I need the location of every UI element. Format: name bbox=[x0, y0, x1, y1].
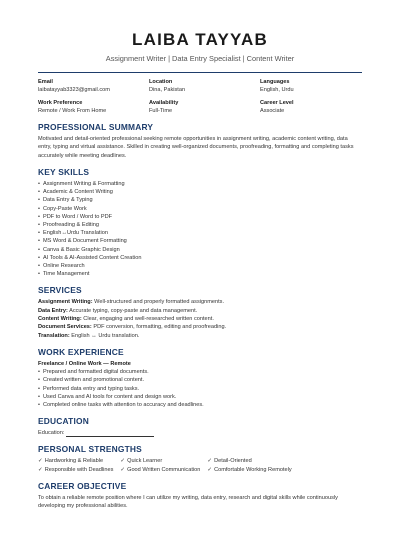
section-title: PERSONAL STRENGTHS bbox=[38, 444, 142, 455]
strengths-grid bbox=[38, 457, 362, 474]
info-value: laibatayyab3323@gmail.com bbox=[38, 87, 110, 93]
experience-item: • Performed data entry and typing tasks. bbox=[38, 385, 362, 393]
experience-item: • Used Canva and AI tools for content and design work. bbox=[38, 393, 362, 401]
info-label: Work Preference bbox=[38, 100, 83, 106]
info-availability bbox=[149, 100, 260, 115]
info-label: Location bbox=[149, 79, 173, 85]
info-location bbox=[149, 79, 260, 94]
strength-item: ✓ Quick Learner bbox=[120, 457, 200, 465]
skill-item: • Assignment Writing & Formatting bbox=[38, 180, 362, 188]
skill-item: • Online Research bbox=[38, 262, 362, 270]
candidate-name: LAIBA TAYYAB bbox=[132, 30, 268, 49]
experience-item: • Created written and promotional content. bbox=[38, 376, 362, 384]
strength-item: ✓ Hardworking & Reliable bbox=[38, 457, 113, 465]
info-value: English, Urdu bbox=[260, 87, 294, 93]
info-label: Career Level bbox=[260, 100, 294, 106]
service-item bbox=[38, 323, 362, 331]
section-title: PROFESSIONAL SUMMARY bbox=[38, 122, 154, 132]
service-text: PDF conversion, formatting, editing and proofreading. bbox=[93, 324, 227, 331]
info-label: Email bbox=[38, 79, 53, 85]
education-section bbox=[38, 416, 362, 437]
service-item bbox=[38, 332, 362, 340]
service-item bbox=[38, 298, 362, 306]
strength-item: ✓ Good Written Communication bbox=[120, 466, 200, 474]
skill-item: • Academic & Content Writing bbox=[38, 188, 362, 196]
service-text: Well-structured and properly formatted assignments. bbox=[94, 299, 225, 306]
section-title: CAREER OBJECTIVE bbox=[38, 481, 127, 492]
experience-item: • Completed online tasks with attention to accuracy and deadlines. bbox=[38, 401, 362, 409]
service-text: English ↔ Urdu translation. bbox=[71, 332, 140, 339]
services-list bbox=[38, 298, 362, 339]
service-label: Content Writing: bbox=[38, 315, 82, 322]
service-label: Document Services: bbox=[38, 324, 92, 331]
education-line bbox=[38, 429, 362, 437]
strength-item: ✓ Comfortable Working Remotely bbox=[207, 466, 291, 474]
skills-section bbox=[38, 167, 362, 278]
service-item bbox=[38, 307, 362, 315]
service-label: Assignment Writing: bbox=[38, 299, 93, 306]
service-text: Accurate typing, copy-paste and data management. bbox=[69, 307, 198, 314]
info-label: Languages bbox=[260, 79, 290, 85]
experience-section bbox=[38, 347, 362, 409]
service-label: Translation: bbox=[38, 332, 70, 339]
skill-item: • Copy-Paste Work bbox=[38, 205, 362, 213]
candidate-subtitle: Assignment Writer | Data Entry Specialist | Content Writer bbox=[105, 54, 295, 63]
contact-info-grid bbox=[38, 79, 362, 115]
education-blank-line bbox=[66, 430, 154, 437]
summary-text: Motivated and detail-oriented professional seeking remote opportunities in assignment writing, academic content writing, data entry, typing and virtual assistance. Skilled in creating well-organized documents, proofreading, formatting and completing tasks accurately while meeting deadlines. bbox=[38, 136, 354, 159]
service-text: Clear, engaging and well-researched written content. bbox=[83, 315, 214, 322]
section-title: WORK EXPERIENCE bbox=[38, 346, 124, 357]
section-title: KEY SKILLS bbox=[38, 166, 90, 177]
info-value: Dina, Pakistan bbox=[149, 87, 186, 93]
info-value: Full-Time bbox=[149, 108, 173, 114]
skill-item: • MS Word & Document Formatting bbox=[38, 237, 362, 245]
skill-item: • PDF to Word / Word to PDF bbox=[38, 213, 362, 221]
strength-item: ✓ Detail-Oriented bbox=[207, 457, 291, 465]
experience-list bbox=[38, 368, 362, 409]
education-label: Education: bbox=[38, 430, 65, 437]
skill-item: • AI Tools & AI-Assisted Content Creation bbox=[38, 254, 362, 262]
header-divider bbox=[38, 72, 362, 73]
info-email bbox=[38, 79, 149, 94]
info-label: Availability bbox=[149, 100, 179, 106]
section-title: SERVICES bbox=[38, 285, 82, 296]
experience-item: • Prepared and formatted digital documents. bbox=[38, 368, 362, 376]
skill-item: • English↔Urdu Translation bbox=[38, 229, 362, 237]
skill-item: • Proofreading & Editing bbox=[38, 221, 362, 229]
info-work-preference bbox=[38, 100, 149, 115]
service-item bbox=[38, 315, 362, 323]
service-label: Data Entry: bbox=[38, 307, 68, 314]
strengths-section bbox=[38, 444, 362, 474]
job-title: Freelance / Online Work — Remote bbox=[38, 360, 131, 367]
skills-list bbox=[38, 180, 362, 278]
objective-text: To obtain a reliable remote position where I can utilize my writing, data entry, research and digital skills while continuously developing my professional abilities. bbox=[38, 495, 338, 510]
summary-section bbox=[38, 122, 362, 160]
strength-item: ✓ Responsible with Deadlines bbox=[38, 466, 113, 474]
objective-section bbox=[38, 481, 362, 511]
skill-item: • Canva & Basic Graphic Design bbox=[38, 246, 362, 254]
info-career-level bbox=[260, 100, 362, 115]
section-title: EDUCATION bbox=[38, 416, 89, 427]
info-languages bbox=[260, 79, 362, 94]
info-value: Associate bbox=[260, 108, 285, 114]
skill-item: • Data Entry & Typing bbox=[38, 196, 362, 204]
skill-item: • Time Management bbox=[38, 270, 362, 278]
services-section bbox=[38, 285, 362, 339]
info-value: Remote / Work From Home bbox=[38, 108, 107, 114]
